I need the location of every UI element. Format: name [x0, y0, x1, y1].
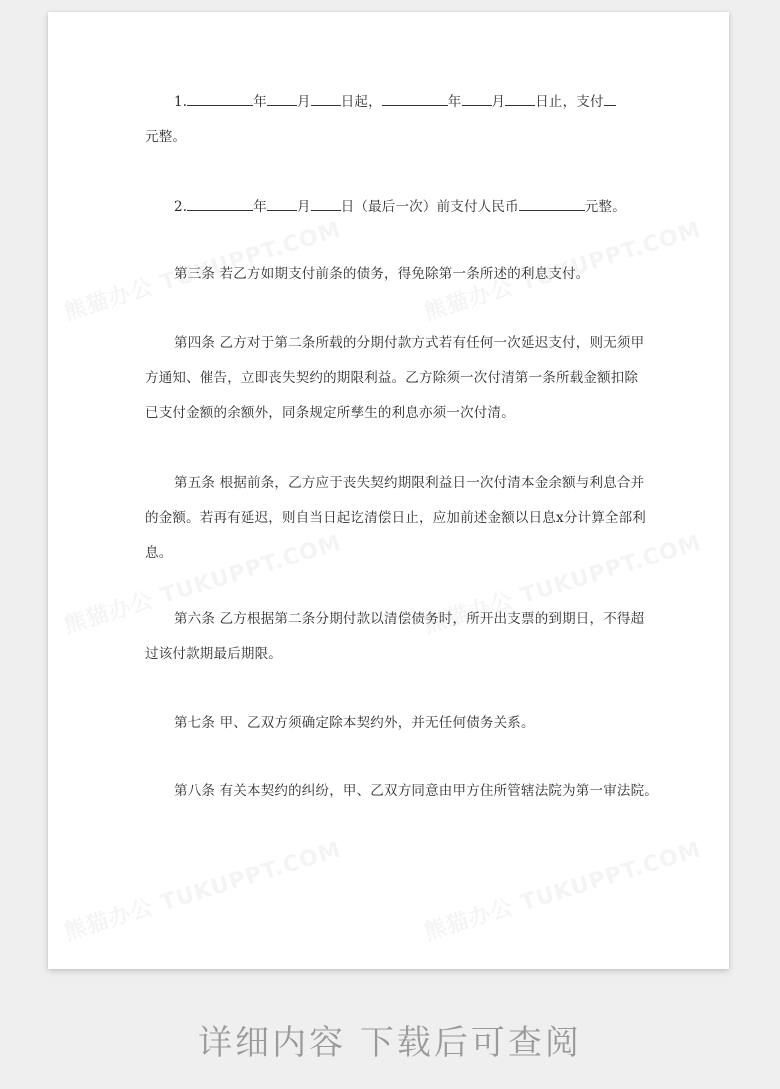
month-blank[interactable]: [267, 197, 297, 211]
article-6-line-1: 第六条 乙方根据第二条分期付款以清偿债务时，所开出支票的到期日，不得超: [174, 611, 645, 627]
month-blank[interactable]: [267, 92, 297, 106]
article-4-line-1: 第四条 乙方对于第二条所载的分期付款方式若有任何一次延迟支付，则无须甲: [174, 335, 645, 351]
month-blank[interactable]: [462, 92, 492, 106]
item-1-continuation: 元整。: [145, 129, 187, 145]
year-blank[interactable]: [382, 92, 448, 106]
article-7: 第七条 甲、乙双方须确定除本契约外，并无任何债务关系。: [174, 715, 535, 731]
article-5-line-3: 息。: [145, 545, 173, 561]
year-blank[interactable]: [187, 92, 253, 106]
day-blank[interactable]: [311, 92, 341, 106]
article-4-line-3: 已支付金额的余额外，同条规定所孳生的利息亦须一次付清。: [145, 405, 515, 421]
year-blank[interactable]: [187, 197, 253, 211]
amount-blank[interactable]: [519, 197, 585, 211]
watermark: [60, 833, 345, 947]
article-3: 第三条 若乙方如期支付前条的债务，得免除第一条所述的利息支付。: [174, 266, 590, 282]
article-5-line-2: 的金额。若再有延迟，则自当日起讫清偿日止，应加前述金额以日息x分计算全部利: [145, 510, 647, 526]
item-2-line: 2. 年 月 日（最后一次）前支付人民币 元整。: [174, 199, 626, 215]
amount-blank[interactable]: [604, 92, 616, 106]
day-blank[interactable]: [311, 197, 341, 211]
article-5-line-1: 第五条 根据前条，乙方应于丧失契约期限利益日一次付清本金余额与利息合并: [174, 475, 645, 491]
article-8: 第八条 有关本契约的纠纷，甲、乙双方同意由甲方住所管辖法院为第一审法院。: [174, 783, 658, 799]
watermark: [420, 833, 705, 947]
article-4-line-2: 方通知、催告，立即丧失契约的期限利益。乙方除须一次付清第一条所载金额扣除: [145, 370, 639, 386]
download-hint: 详细内容 下载后可查阅: [198, 1023, 582, 1063]
item-1-line: 1. 年 月 日起， 年 月 日止，支付: [48, 92, 729, 111]
document-page: [48, 12, 729, 969]
article-6-line-2: 过该付款期最后期限。: [145, 646, 282, 662]
day-blank[interactable]: [505, 92, 535, 106]
